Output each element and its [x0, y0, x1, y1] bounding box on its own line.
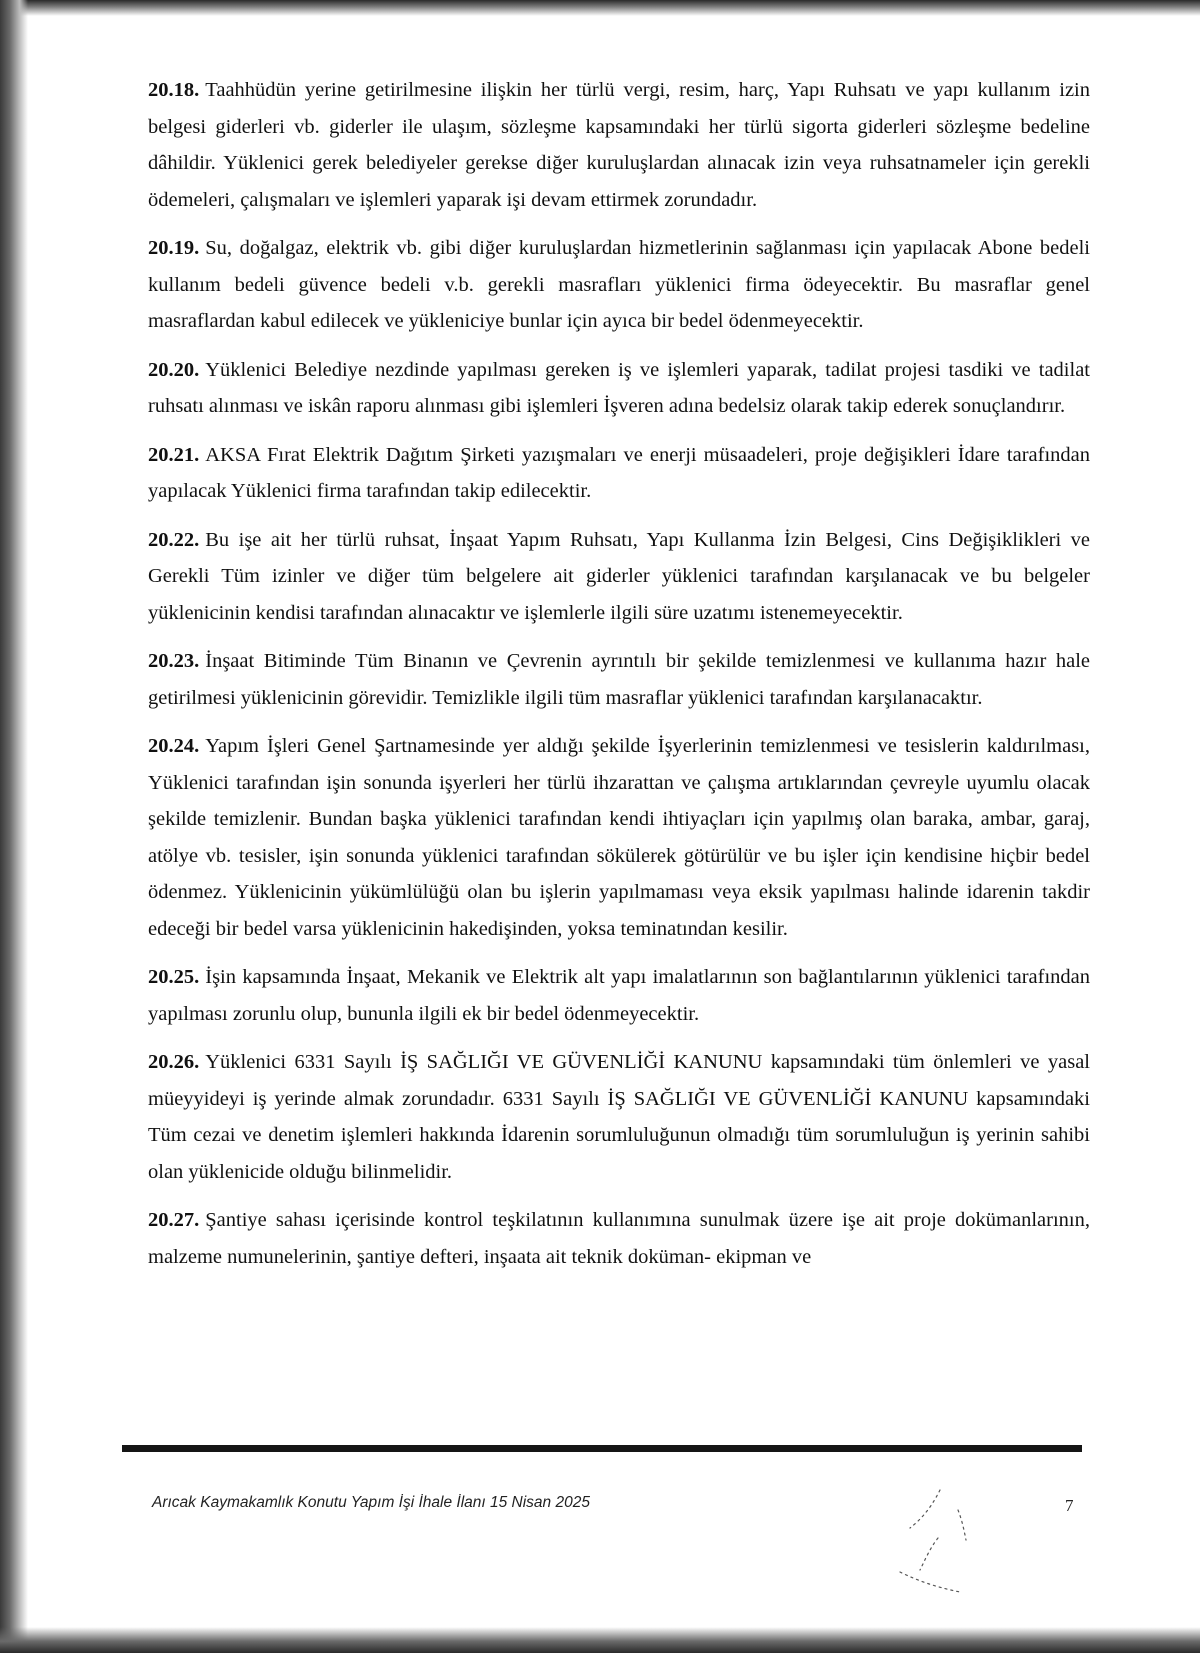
clause-number: 20.21. — [148, 443, 200, 466]
scan-edge-left — [0, 0, 28, 1653]
footer-divider — [122, 1445, 1082, 1452]
clause-number: 20.25. — [148, 966, 200, 988]
page-number: 7 — [1065, 1496, 1074, 1515]
clause-text: Yüklenici Belediye nezdinde yapılması gereken iş ve işlemleri yaparak, tadilat projesi tasdiki ve tadilat ruhsatı alınması ve iskân raporu alınması gibi işlemleri İşveren adına bedelsiz olarak takip ederek sonuçlandırır. — [148, 358, 1090, 417]
clause-text: Taahhüdün yerine getirilmesine ilişkin her türlü vergi, resim, harç, Yapı Ruhsatı ve yapı kullanım izin belgesi giderleri vb. giderler ile ulaşım, sözleşme kapsamındaki her türlü sigorta giderleri sözleşme bedeline dâhildir. Yüklenici gerek belediyeler gerekse diğer kuruluşlardan alınacak izin veya ruhsatnameler için gerekli ödemeleri, çalışmaları ve işlemleri yaparak işi devam ettirmek zorundadır. — [148, 79, 1090, 211]
clause-20-21 — [148, 437, 1090, 510]
clause-text: AKSA Fırat Elektrik Dağıtım Şirketi yazışmaları ve enerji müsaadeleri, proje değişikleri İdare tarafından yapılacak Yüklenici firma tarafından takip edilecektir. — [148, 443, 1090, 502]
clause-20-24 — [148, 728, 1090, 947]
clause-text: İnşaat Bitiminde Tüm Binanın ve Çevrenin ayrıntılı bir şekilde temizlenmesi ve kullanıma hazır hale getirilmesi yüklenicinin görevidir. Temizlikle ilgili tüm masraflar yüklenici tarafından karşılanacaktır. — [148, 650, 1090, 709]
clause-20-20 — [148, 352, 1090, 425]
clause-text: Yapım İşleri Genel Şartnamesinde yer aldığı şekilde İşyerlerinin temizlenmesi ve tesislerin kaldırılması, Yüklenici tarafından işin sonunda işyerleri her türlü ihzarattan ve çalışma artıklarından çevreyle uyumlu olacak şekilde temizlenir. Bundan başka yüklenici tarafından kendi ihtiyaçları için yapılmış olan baraka, ambar, garaj, atölye vb. tesisler, işin sonunda yüklenici tarafından sökülerek götürülür ve bu işler için kendisine hiçbir bedel ödenmez. Yüklenicinin yükümlülüğü olan bu işlerin yapılmaması veya eksik yapılması halinde idarenin takdir edeceği bir bedel varsa yüklenicinin hakedişinden, yoksa teminatından kesilir. — [148, 735, 1090, 940]
clause-20-18 — [148, 72, 1090, 218]
clause-number: 20.18. — [148, 79, 200, 101]
clause-text: Şantiye sahası içerisinde kontrol teşkilatının kullanımına sunulmak üzere işe ait proje dokümanlarının, malzeme numunelerinin, şantiye defteri, inşaata ait teknik doküman- ekipman ve — [148, 1209, 1090, 1268]
clause-number: 20.23. — [148, 650, 200, 672]
clause-number: 20.20. — [148, 358, 200, 381]
clause-20-22 — [148, 522, 1090, 632]
clause-number: 20.27. — [148, 1209, 200, 1231]
clause-20-23 — [148, 643, 1090, 716]
clause-20-27 — [148, 1202, 1090, 1275]
footer-title: Arıcak Kaymakamlık Konutu Yapım İşi İhale İlanı 15 Nisan 2025 — [152, 1494, 590, 1511]
clause-number: 20.24. — [148, 735, 200, 757]
clause-text: Su, doğalgaz, elektrik vb. gibi diğer kuruluşlardan hizmetlerinin sağlanması için yapılacak Abone bedeli kullanım bedeli güvence bedeli v.b. gerekli masrafları yüklenici firma ödeyecektir. Bu masraflar genel masraflardan kabul edilecek ve yükleniciye bunlar için ayıca bir bedel ödenmeyecektir. — [148, 237, 1090, 332]
scan-edge-bottom — [0, 1627, 1200, 1653]
clause-number: 20.19. — [148, 237, 200, 259]
clause-text: Yüklenici 6331 Sayılı İŞ SAĞLIĞI VE GÜVENLİĞİ KANUNU kapsamındaki tüm önlemleri ve yasal müeyyideyi iş yerinde almak zorundadır. 6331 Sayılı İŞ SAĞLIĞI VE GÜVENLİĞİ KANUNU kapsamındaki Tüm cezai ve denetim işlemleri hakkında İdarenin sorumluluğunun olmadığı tüm sorumluluğun iş yerinin sahibi olan yüklenicide olduğu bilinmelidir. — [148, 1051, 1090, 1183]
clause-number: 20.22. — [148, 528, 200, 551]
clause-20-25 — [148, 959, 1090, 1032]
scan-edge-top — [0, 0, 1200, 16]
clause-number: 20.26. — [148, 1051, 200, 1073]
signature-mark — [880, 1480, 1010, 1600]
clause-text: Bu işe ait her türlü ruhsat, İnşaat Yapım Ruhsatı, Yapı Kullanma İzin Belgesi, Cins Değişiklikleri ve Gerekli Tüm izinler ve diğer tüm belgelere ait giderler yüklenici tarafından karşılanacak ve bu belgeler yüklenicinin kendisi tarafından alınacaktır ve işlemlerle ilgili süre uzatımı istenemeyecektir. — [148, 528, 1090, 624]
clause-text: İşin kapsamında İnşaat, Mekanik ve Elektrik alt yapı imalatlarının son bağlantılarının yüklenici tarafından yapılması zorunlu olup, bununla ilgili ek bir bedel ödenmeyecektir. — [148, 966, 1090, 1025]
clause-20-26 — [148, 1044, 1090, 1190]
document-body — [148, 72, 1090, 1287]
clause-20-19 — [148, 230, 1090, 340]
